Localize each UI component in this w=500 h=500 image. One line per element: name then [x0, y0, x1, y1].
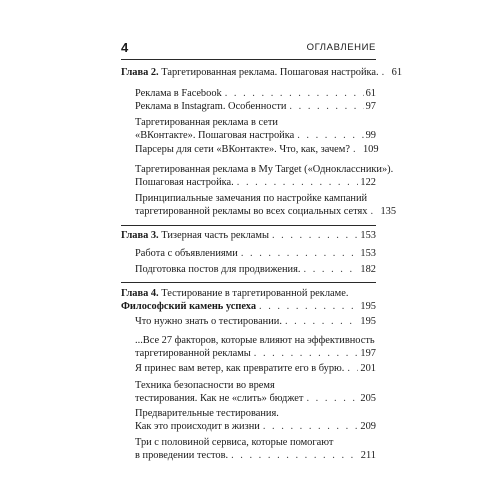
chapter-4-entry	[121, 288, 376, 313]
page-ref: 99	[365, 129, 376, 141]
leader-dots	[254, 348, 359, 361]
page-ref: 97	[365, 101, 376, 112]
section-title: Парсеры для сети «ВКонтакте». Что, как, зачем?	[135, 144, 350, 155]
chapter-2-entry	[121, 67, 403, 80]
toc-section	[135, 117, 376, 142]
section-title: Таргетированная реклама в My Target («Одноклассники»).	[135, 164, 394, 175]
page-ref: 195	[360, 300, 376, 312]
chapter-title: Тестирование в таргетированной рекламе.	[161, 288, 349, 299]
page-ref: 201	[360, 363, 376, 374]
chapter-divider	[121, 282, 376, 283]
toc-section	[135, 437, 376, 462]
toc-section	[135, 248, 376, 261]
page-ref: 182	[360, 264, 376, 275]
chapter-divider	[121, 225, 376, 226]
section-title: «ВКонтакте». Пошаговая настройка	[135, 129, 295, 141]
toc-section	[135, 101, 376, 114]
page-ref: 135	[380, 205, 397, 217]
leader-dots	[306, 393, 358, 406]
chapter-label: Глава 4.	[121, 288, 159, 299]
leader-dots	[297, 130, 363, 143]
page-ref: 211	[360, 449, 376, 461]
leader-dots	[272, 230, 358, 243]
running-title: ОГЛАВЛЕНИЕ	[306, 42, 376, 53]
chapter-label: Глава 3.	[121, 230, 159, 241]
section-title: Пошаговая настройка.	[135, 176, 234, 188]
chapter-title: Тизерная часть рекламы	[161, 230, 269, 241]
page-ref: 209	[360, 420, 376, 432]
section-title: Три с половиной сервиса, которые помогают	[135, 437, 334, 448]
toc-section	[135, 88, 376, 101]
page-ref: 61	[365, 88, 376, 99]
leader-dots	[382, 67, 390, 80]
toc-section	[135, 380, 376, 405]
section-title: Таргетированная реклама в сети	[135, 117, 278, 128]
leader-dots	[231, 450, 359, 463]
section-title: Я принес вам ветер, как превратите его в бурю.	[135, 363, 345, 374]
toc-section	[135, 363, 376, 376]
section-title: в проведении тестов.	[135, 449, 229, 461]
leader-dots	[289, 101, 363, 114]
page-ref: 205	[360, 392, 376, 404]
chapter-label: Глава 2.	[121, 67, 159, 78]
page-number: 4	[121, 40, 129, 55]
section-title: Принципиальные замечания по настройке кампаний	[135, 193, 368, 204]
leader-dots	[263, 421, 359, 434]
page-ref: 195	[360, 316, 376, 327]
section-title: Как это происходит в жизни	[135, 420, 260, 432]
leader-dots	[285, 316, 358, 329]
section-title: Техника безопасности во время	[135, 380, 275, 391]
leader-dots	[347, 363, 358, 376]
leader-dots	[241, 248, 359, 261]
leader-dots	[353, 144, 361, 157]
page-ref: 61	[391, 67, 403, 78]
section-title: тестирования. Как не «слить» бюджет	[135, 392, 304, 404]
toc-section	[135, 193, 397, 218]
toc-section	[135, 335, 376, 360]
section-title: таргетированной рекламы	[135, 347, 251, 359]
leader-dots	[225, 88, 364, 101]
leader-dots	[259, 301, 358, 314]
section-title: ...Все 27 факторов, которые влияют на эффективность	[135, 335, 375, 346]
toc-section	[135, 144, 379, 157]
page-ref: 153	[360, 230, 376, 241]
toc-section	[135, 264, 376, 277]
section-title: Работа с объявлениями	[135, 248, 238, 259]
section-title: Предварительные тестирования.	[135, 408, 279, 419]
page-ref: 122	[360, 176, 376, 188]
section-title: Что нужно знать о тестировании.	[135, 316, 282, 327]
chapter-title-line2: Философский камень успеха	[121, 300, 257, 312]
leader-dots	[370, 206, 378, 219]
chapter-3-entry	[121, 230, 376, 243]
leader-dots	[304, 264, 359, 277]
page-ref: 197	[360, 347, 376, 359]
section-title: таргетированной рекламы во всех социальных сетях	[135, 205, 368, 217]
toc-section	[135, 408, 376, 433]
page-ref: 109	[362, 144, 379, 155]
header-rule	[121, 59, 376, 60]
section-title: Реклама в Instagram. Особенности	[135, 101, 287, 112]
chapter-title: Таргетированная реклама. Пошаговая настройка.	[161, 67, 379, 78]
section-title: Реклама в Facebook	[135, 88, 222, 99]
toc-section	[135, 164, 394, 189]
leader-dots	[237, 177, 359, 190]
page-ref: 153	[360, 248, 376, 259]
toc-section	[135, 316, 376, 329]
page-header	[121, 41, 376, 57]
section-title: Подготовка постов для продвижения.	[135, 264, 301, 275]
